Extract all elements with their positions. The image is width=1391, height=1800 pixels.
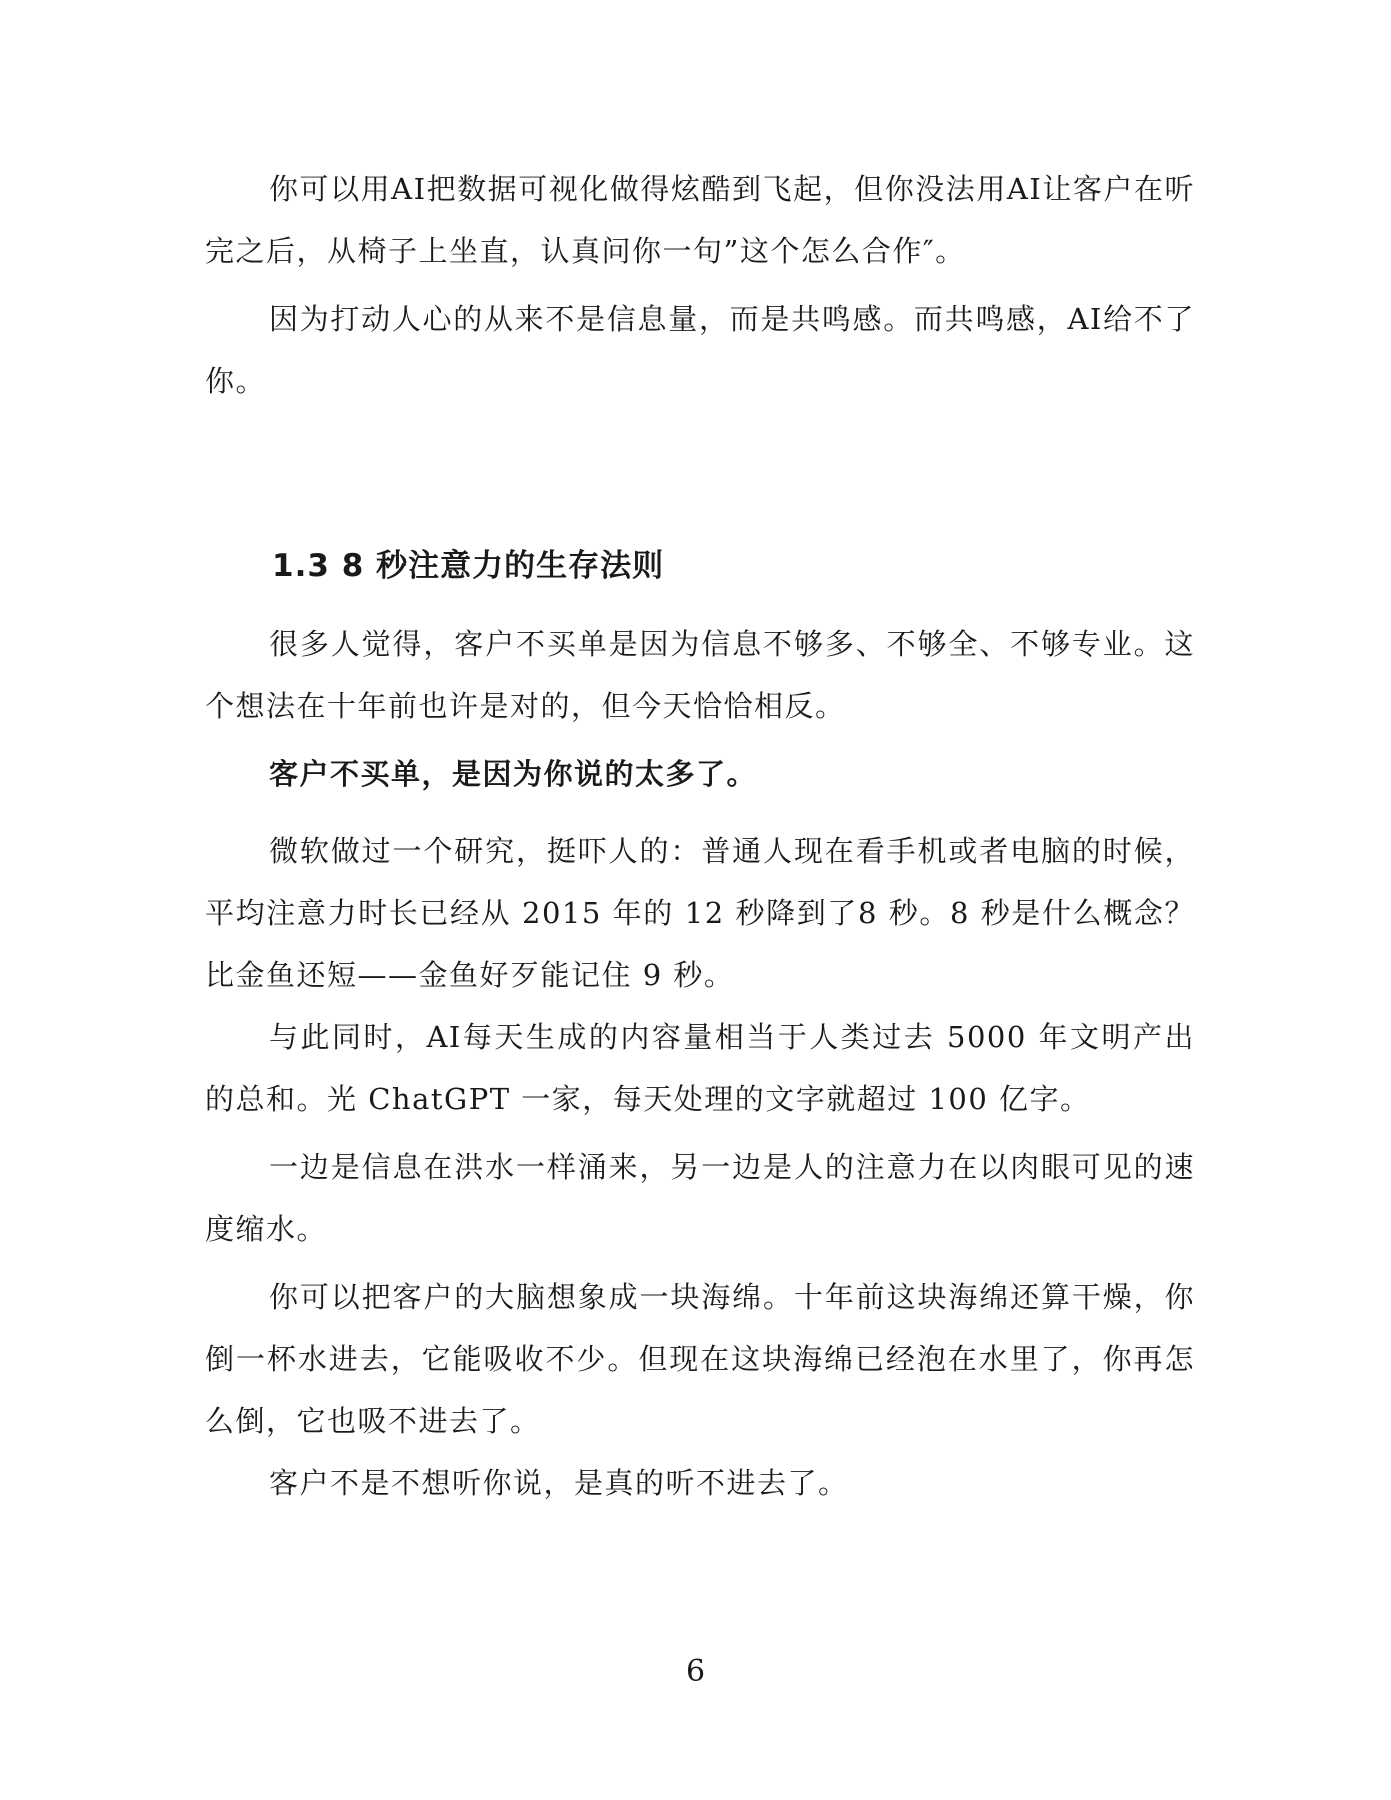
paragraph-sponge-metaphor: 你可以把客户的大脑想象成一块海绵。十年前这块海绵还算干燥，你倒一杯水进去，它能吸收不少。但现在这块海绵已经泡在水里了，你再怎么倒，它也吸不进去了。 (205, 1280, 1195, 1438)
paragraph-conclusion: 客户不是不想听你说，是真的听不进去了。 (269, 1466, 849, 1500)
paragraph-attention-shrinking: 一边是信息在洪水一样涌来，另一边是人的注意力在以肉眼可见的速度缩水。 (205, 1150, 1195, 1246)
paragraph-ai-visualization: 你可以用AI把数据可视化做得炫酷到飞起，但你没法用AI让客户在听完之后，从椅子上坐直，认真问你一句”这个怎么合作″。 (205, 172, 1195, 268)
paragraph-microsoft-study: 微软做过一个研究，挺吓人的：普通人现在看手机或者电脑的时候，平均注意力时长已经从 2015 年的 12 秒降到了8 秒。8 秒是什么概念？比金鱼还短——金鱼好歹能记住 9 秒。 (205, 834, 1195, 992)
paragraph-ai-content-volume: 与此同时，AI每天生成的内容量相当于人类过去 5000 年文明产出的总和。光 ChatGPT 一家，每天处理的文字就超过 100 亿字。 (205, 1020, 1195, 1116)
paragraph-key-statement: 客户不买单，是因为你说的太多了。 (269, 757, 758, 791)
section-heading: 1.3 8 秒注意力的生存法则 (272, 548, 665, 584)
paragraph-information-overload: 很多人觉得，客户不买单是因为信息不够多、不够全、不够专业。这个想法在十年前也许是对的，但今天恰恰相反。 (205, 627, 1195, 723)
page-number: 6 (685, 1654, 706, 1689)
paragraph-resonance: 因为打动人心的从来不是信息量，而是共鸣感。而共鸣感，AI给不了你。 (205, 302, 1195, 398)
